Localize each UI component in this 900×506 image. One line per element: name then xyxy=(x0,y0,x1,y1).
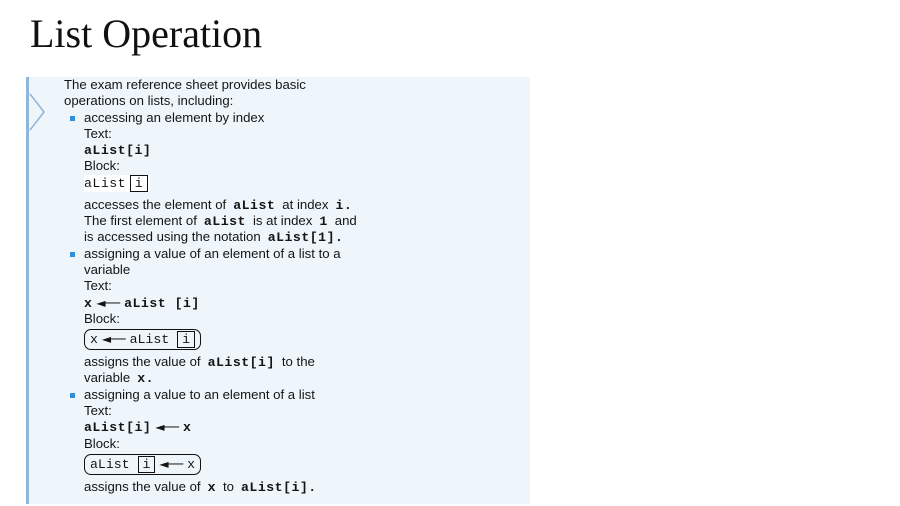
description-line: is accessed using the notation aList[1]. xyxy=(84,229,344,246)
bullet-item: assigning a value to an element of a list xyxy=(64,387,529,403)
assign-arrow-icon: ◄── xyxy=(155,420,179,435)
assignment-block: x ◄── aList i xyxy=(84,329,201,350)
assign-arrow-icon: ◄── xyxy=(101,332,126,347)
chevron-right-icon xyxy=(28,92,46,132)
bullet-icon xyxy=(70,116,75,121)
assignment-block: aList i ◄── x xyxy=(84,454,201,475)
block-label: Block: xyxy=(84,435,120,451)
index-box: i xyxy=(177,331,195,348)
index-box: i xyxy=(138,456,156,473)
description-line: assigns the value of aList[i] to the xyxy=(84,354,315,371)
description-line: assigns the value of x to aList[i]. xyxy=(84,478,317,495)
bullet-icon xyxy=(70,393,75,398)
description-line: The first element of aList is at index 1 and xyxy=(84,213,357,230)
bullet-item: assigning a value of an element of a list to a xyxy=(64,246,529,262)
block-label: Block: xyxy=(84,158,120,174)
code-line: aList[i] ◄── x xyxy=(84,420,192,436)
assign-arrow-icon: ◄── xyxy=(159,456,184,471)
index-box: i xyxy=(130,175,148,192)
code-line: x ◄── aList [i] xyxy=(84,295,200,311)
intro-line: operations on lists, including: xyxy=(64,93,234,109)
text-label: Text: xyxy=(84,125,112,141)
assign-arrow-icon: ◄── xyxy=(96,295,121,310)
block-line xyxy=(64,452,529,479)
bullet-item-continued: variable xyxy=(84,261,131,277)
code-line: aList[i] xyxy=(84,143,152,159)
bullet-icon xyxy=(70,252,75,257)
text-label: Text: xyxy=(84,403,112,419)
slide-title: List Operation xyxy=(30,11,263,56)
bullet-item: accessing an element by index xyxy=(64,110,529,126)
description-line: accesses the element of aList at index i. xyxy=(84,196,353,213)
reference-panel xyxy=(26,77,530,504)
description-line: variable x. xyxy=(84,370,155,387)
reference-content xyxy=(64,77,529,495)
block-label: Block: xyxy=(84,310,120,326)
block-line xyxy=(64,327,529,354)
text-label: Text: xyxy=(84,278,112,294)
intro-line: The exam reference sheet provides basic xyxy=(64,77,306,92)
block-line: aList i xyxy=(64,175,529,197)
